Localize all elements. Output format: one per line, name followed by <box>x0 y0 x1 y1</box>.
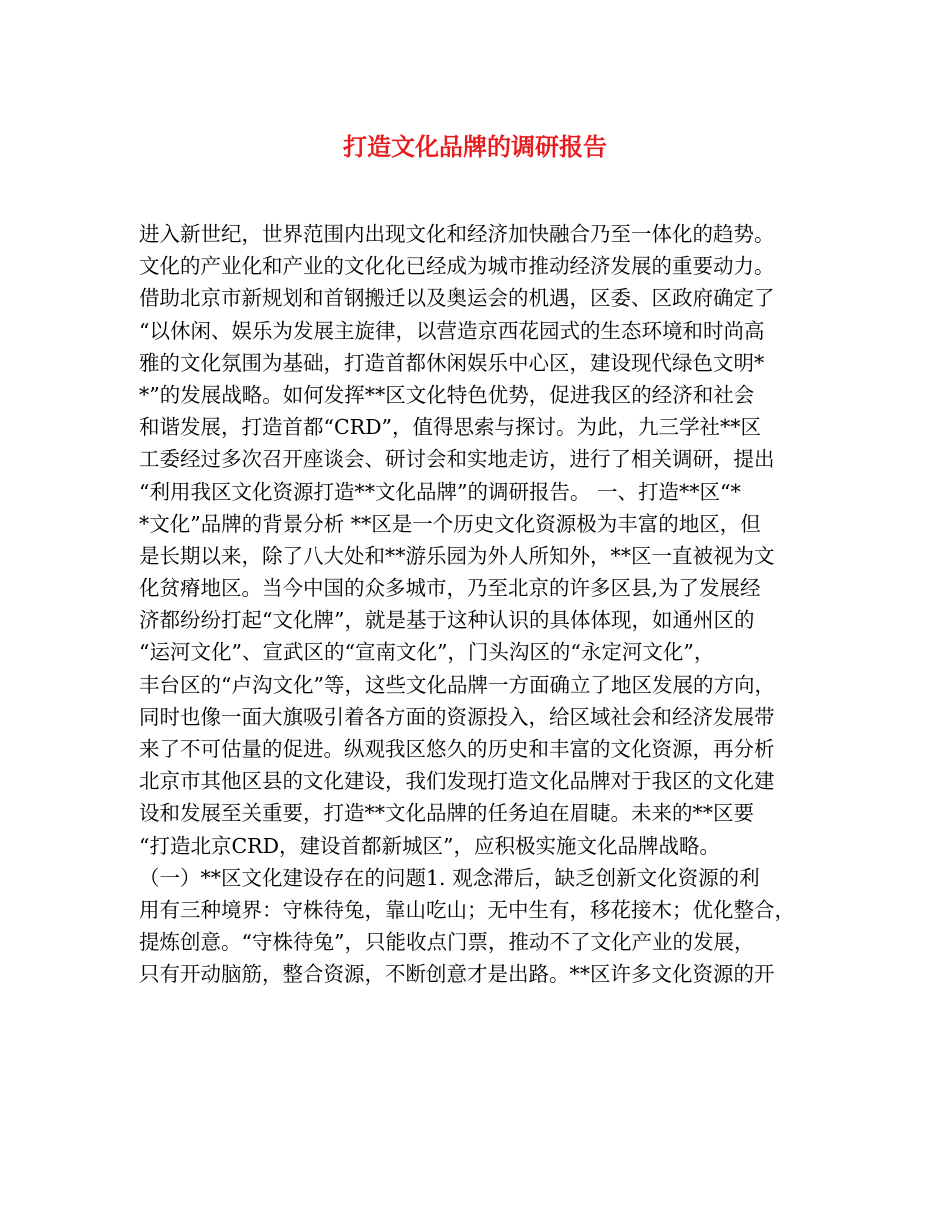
body-line: 提炼创意。“守株待兔”，只能收点门票，推动不了文化产业的发展， <box>139 930 755 955</box>
body-line: 丰台区的“卢沟文化”等，这些文化品牌一方面确立了地区发展的方向， <box>139 672 775 697</box>
body-line: “运河文化”、宣武区的“宣南文化”，门头沟区的“永定河文化”， <box>139 640 715 665</box>
document-title: 打造文化品牌的调研报告 <box>343 132 607 161</box>
body-line: 雅的文化氛围为基础，打造首都休闲娱乐中心区，建设现代绿色文明* <box>139 350 765 375</box>
body-line: （一）**区文化建设存在的问题1. 观念滞后，缺乏创新文化资源的利 <box>139 865 760 890</box>
body-line: 是长期以来，除了八大处和**游乐园为外人所知外，**区一直被视为文 <box>139 543 775 568</box>
body-line: 借助北京市新规划和首钢搬迁以及奥运会的机遇，区委、区政府确定了 <box>139 286 775 311</box>
body-line: 用有三种境界：守株待兔，靠山吃山；无中生有，移花接木；优化整合， <box>139 897 795 922</box>
body-line: 济都纷纷打起“文化牌”，就是基于这种认识的具体体现，如通州区的 <box>139 608 755 633</box>
body-line: 北京市其他区县的文化建设，我们发现打造文化品牌对于我区的文化建 <box>139 769 775 794</box>
body-line: 进入新世纪，世界范围内出现文化和经济加快融合乃至一体化的趋势。 <box>139 222 775 246</box>
body-line: 和谐发展，打造首都“CRD”，值得思索与探讨。为此，九三学社**区 <box>139 415 762 440</box>
body-line: 工委经过多次召开座谈会、研讨会和实地走访，进行了相关调研，提出 <box>139 447 775 472</box>
body-line: 设和发展至关重要，打造**文化品牌的任务迫在眉睫。未来的**区要 <box>139 801 754 826</box>
body-line: 化贫瘠地区。当今中国的众多城市，乃至北京的许多区县,为了发展经 <box>139 576 761 601</box>
body-line: *文化”品牌的背景分析 **区是一个历史文化资源极为丰富的地区，但 <box>139 511 761 536</box>
document-body <box>139 218 819 991</box>
body-line: “打造北京CRD，建设首都新城区”，应积极实施文化品牌战略。 <box>139 833 721 858</box>
body-line: 来了不可估量的促进。纵观我区悠久的历史和丰富的文化资源，再分析 <box>139 737 775 761</box>
body-line: 只有开动脑筋，整合资源，不断创意才是出路。**区许多文化资源的开 <box>139 962 775 987</box>
body-line: “利用我区文化资源打造**文化品牌”的调研报告。 一、打造**区“* <box>139 479 741 504</box>
body-line: *”的发展战略。如何发挥**区文化特色优势，促进我区的经济和社会 <box>139 382 755 407</box>
body-line: 同时也像一面大旗吸引着各方面的资源投入，给区域社会和经济发展带 <box>139 704 775 729</box>
body-line: “以休闲、娱乐为发展主旋律，以营造京西花园式的生态环境和时尚高 <box>139 318 765 343</box>
body-line: 文化的产业化和产业的文化化已经成为城市推动经济发展的重要动力。 <box>139 254 775 279</box>
